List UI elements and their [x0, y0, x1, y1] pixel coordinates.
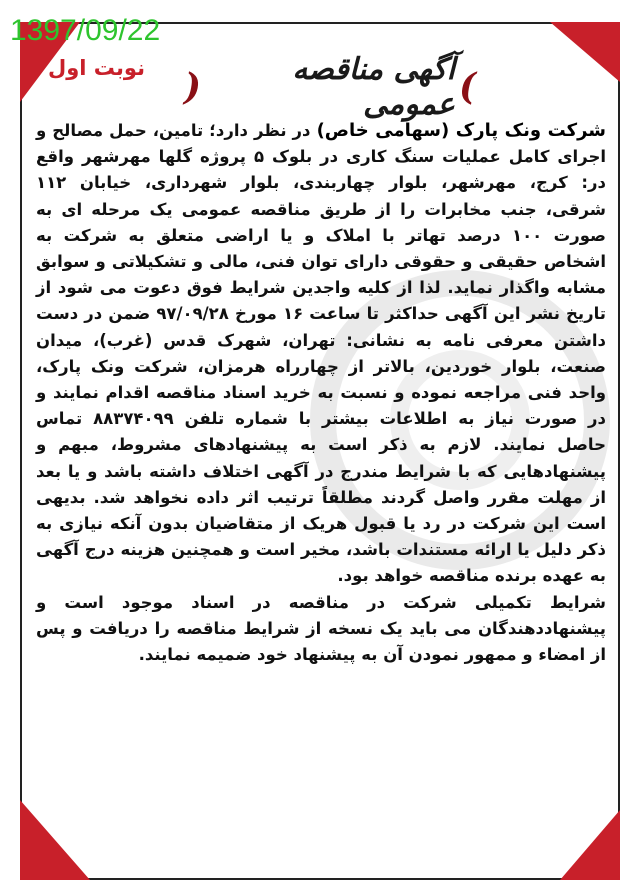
corner-decoration-bottom-right	[560, 810, 620, 880]
paragraph-conditions: شرایط تکمیلی شرکت در مناقصه در اسناد موجود است و پیشنهاددهندگان می باید یک نسخه از شرایط مناقصه را دریافت و پس از امضاء و ممهور نمودن آن به پیشنهاد خود ضمیمه نمایند.	[36, 592, 606, 665]
corner-decoration-top-right	[550, 22, 620, 82]
date-stamp: 1397/09/22	[10, 14, 161, 47]
title-paren-close: (	[184, 66, 202, 108]
title-paren-open: )	[458, 66, 476, 108]
turn-label: نوبت اول	[48, 56, 145, 80]
company-name: شرکت ونک پارک (سهامی خاص)	[316, 120, 606, 141]
title-text: آگهی مناقصه عمومی	[292, 52, 455, 122]
corner-decoration-bottom-left	[20, 800, 90, 880]
paragraph-main: در نظر دارد؛ تامین، حمل مصالح و اجرای کامل عملیات سنگ کاری در بلوک ۵ پروژه گلها مهرشهر واقع در: کرج، مهرشهر، بلوار چهاربندی، بلوار شهرداری، خیابان ۱۱۲ شرقی، جنب مخابرات را از طریق مناقصه عمومی یک مرحله ای به صورت ۱۰۰ درصد تهاتر با املاک و یا اراضی متعلق به شرکت به اشخاص حقیقی و حقوقی دارای توان فنی، مالی و تشکیلاتی و سوابق مشابه واگذار نماید. لذا از کلیه واجدین شرایط فوق دعوت می شود از تاریخ نشر این آگهی حداکثر تا ساعت ۱۶ مورخ ۹۷/۰۹/۲۸ ضمن در دست داشتن معرفی نامه به نشانی: تهران، شهرک قدس (غرب)، میدان صنعت، بلوار خوردین، بالاتر از چهارراه هرمزان، شرکت ونک پارک، واحد فنی مراجعه نموده و نسبت به خرید اسناد مناقصه اقدام نمایند و در صورت نیاز به اطلاعات بیشتر با شماره تلفن ۸۸۳۷۴۰۹۹ تماس حاصل نمایند. لازم به ذکر است به پیشنهادهای مشروط، مبهم و پیشنهادهایی که با شرایط مندرج در آگهی اختلاف داشته باشد و یا بعد از مهلت مقرر واصل گردند مطلقاً ترتیب اثر داده نخواهد شد. بدیهی است این شرکت در رد یا قبول هریک از متقاضیان بدون آنکه نیازی به ذکر دلیل یا ارائه مستندات باشد، مخیر است و همچنین هزینه درج آگهی به عهده برنده مناقصه خواهد بود.	[36, 121, 607, 586]
notice-title	[180, 52, 480, 122]
notice-body	[36, 118, 606, 668]
